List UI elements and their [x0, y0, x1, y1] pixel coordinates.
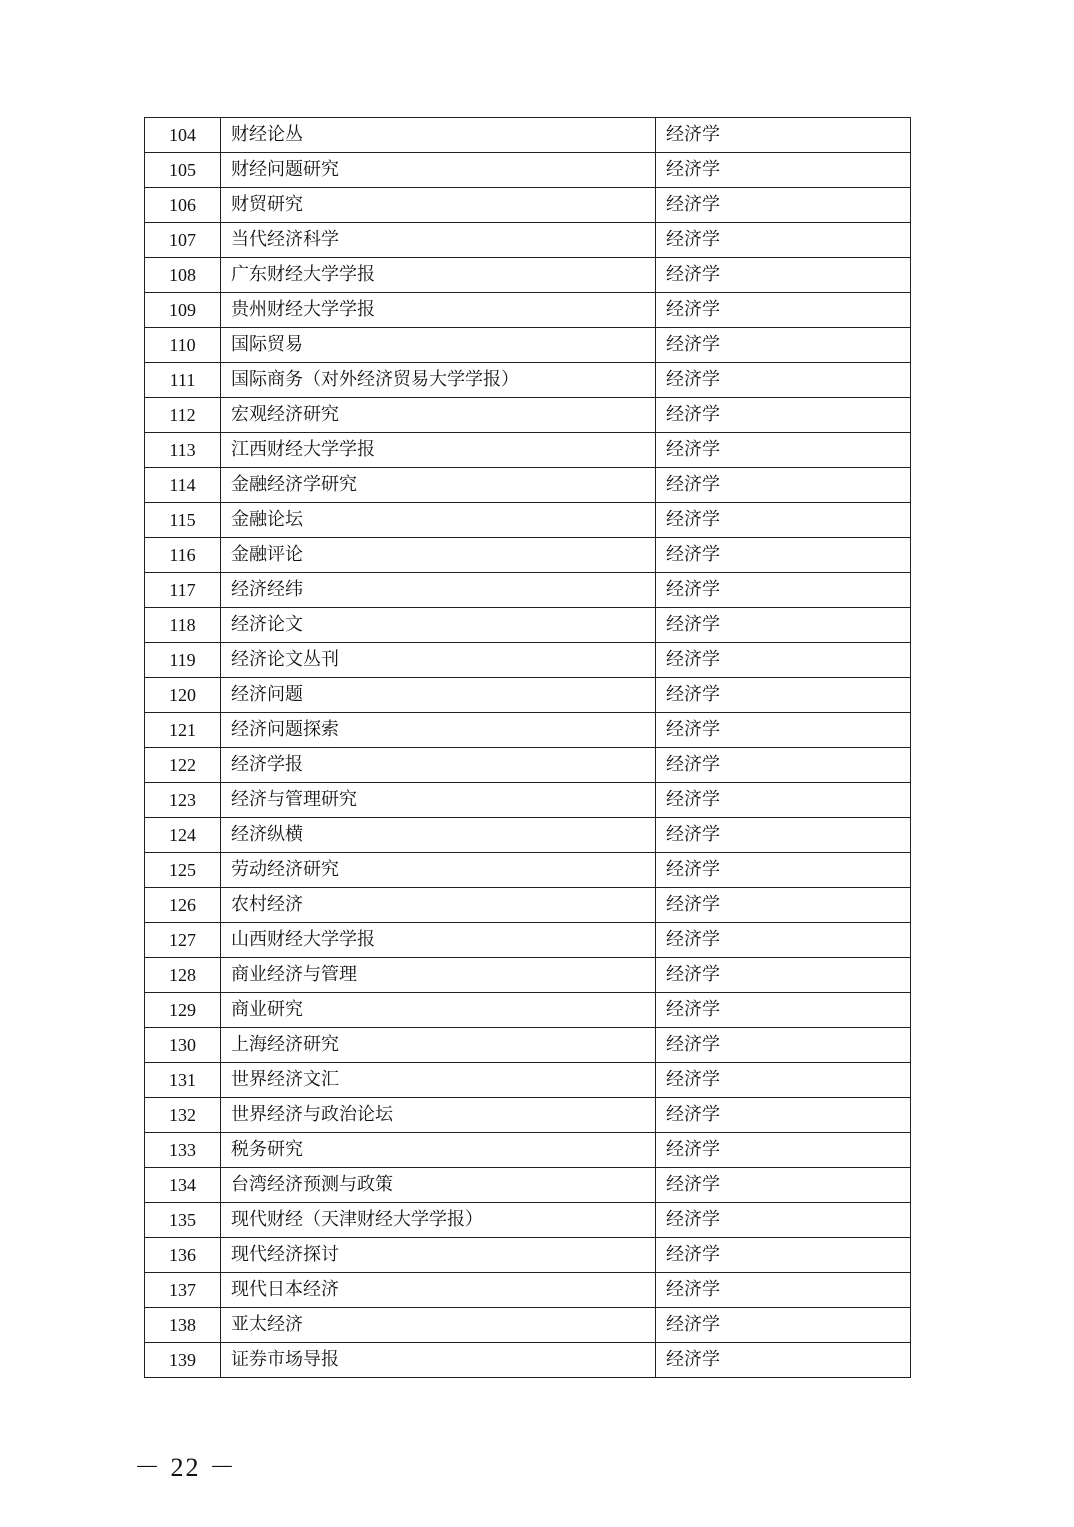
row-number-cell: 107: [145, 223, 221, 258]
row-number-cell: 131: [145, 1063, 221, 1098]
subject-cell: 经济学: [656, 1168, 911, 1203]
journal-name-cell: 金融论坛: [221, 503, 656, 538]
journal-name-cell: 财经问题研究: [221, 153, 656, 188]
subject-cell: 经济学: [656, 818, 911, 853]
table-row: [145, 643, 911, 678]
journal-list-body: [145, 118, 911, 1378]
table-row: [145, 783, 911, 818]
table-row: [145, 328, 911, 363]
table-row: [145, 1168, 911, 1203]
table-row: [145, 573, 911, 608]
subject-cell: 经济学: [656, 293, 911, 328]
row-number-cell: 122: [145, 748, 221, 783]
table-row: [145, 223, 911, 258]
row-number-cell: 135: [145, 1203, 221, 1238]
journal-name-cell: 亚太经济: [221, 1308, 656, 1343]
journal-name-cell: 经济与管理研究: [221, 783, 656, 818]
row-number-cell: 125: [145, 853, 221, 888]
row-number-cell: 120: [145, 678, 221, 713]
row-number-cell: 117: [145, 573, 221, 608]
row-number-cell: 134: [145, 1168, 221, 1203]
journal-name-cell: 宏观经济研究: [221, 398, 656, 433]
subject-cell: 经济学: [656, 993, 911, 1028]
journal-name-cell: 现代经济探讨: [221, 1238, 656, 1273]
subject-cell: 经济学: [656, 853, 911, 888]
table-row: [145, 1203, 911, 1238]
table-row: [145, 1098, 911, 1133]
subject-cell: 经济学: [656, 1028, 911, 1063]
journal-name-cell: 经济经纬: [221, 573, 656, 608]
row-number-cell: 104: [145, 118, 221, 153]
table-row: [145, 923, 911, 958]
row-number-cell: 126: [145, 888, 221, 923]
subject-cell: 经济学: [656, 1238, 911, 1273]
table-row: [145, 1028, 911, 1063]
journal-name-cell: 当代经济科学: [221, 223, 656, 258]
subject-cell: 经济学: [656, 1063, 911, 1098]
journal-name-cell: 证券市场导报: [221, 1343, 656, 1378]
subject-cell: 经济学: [656, 1203, 911, 1238]
journal-name-cell: 经济论文: [221, 608, 656, 643]
subject-cell: 经济学: [656, 1273, 911, 1308]
row-number-cell: 137: [145, 1273, 221, 1308]
row-number-cell: 119: [145, 643, 221, 678]
subject-cell: 经济学: [656, 1133, 911, 1168]
table-row: [145, 1308, 911, 1343]
subject-cell: 经济学: [656, 188, 911, 223]
row-number-cell: 133: [145, 1133, 221, 1168]
table-row: [145, 1343, 911, 1378]
table-row: [145, 993, 911, 1028]
row-number-cell: 110: [145, 328, 221, 363]
journal-name-cell: 金融经济学研究: [221, 468, 656, 503]
table-row: [145, 258, 911, 293]
journal-name-cell: 贵州财经大学学报: [221, 293, 656, 328]
journal-name-cell: 经济问题: [221, 678, 656, 713]
row-number-cell: 139: [145, 1343, 221, 1378]
journal-name-cell: 国际商务（对外经济贸易大学学报）: [221, 363, 656, 398]
subject-cell: 经济学: [656, 748, 911, 783]
subject-cell: 经济学: [656, 363, 911, 398]
journal-name-cell: 广东财经大学学报: [221, 258, 656, 293]
row-number-cell: 121: [145, 713, 221, 748]
table-row: [145, 153, 911, 188]
row-number-cell: 130: [145, 1028, 221, 1063]
subject-cell: 经济学: [656, 153, 911, 188]
journal-name-cell: 江西财经大学学报: [221, 433, 656, 468]
table-row: [145, 713, 911, 748]
table-row: [145, 468, 911, 503]
subject-cell: 经济学: [656, 468, 911, 503]
table-row: [145, 188, 911, 223]
table-row: [145, 1133, 911, 1168]
table-row: [145, 888, 911, 923]
journal-name-cell: 世界经济文汇: [221, 1063, 656, 1098]
table-row: [145, 678, 911, 713]
row-number-cell: 111: [145, 363, 221, 398]
journal-name-cell: 劳动经济研究: [221, 853, 656, 888]
journal-name-cell: 财贸研究: [221, 188, 656, 223]
subject-cell: 经济学: [656, 258, 911, 293]
table-row: [145, 293, 911, 328]
subject-cell: 经济学: [656, 678, 911, 713]
row-number-cell: 114: [145, 468, 221, 503]
row-number-cell: 115: [145, 503, 221, 538]
journal-name-cell: 山西财经大学学报: [221, 923, 656, 958]
subject-cell: 经济学: [656, 538, 911, 573]
row-number-cell: 109: [145, 293, 221, 328]
table-row: [145, 1238, 911, 1273]
subject-cell: 经济学: [656, 433, 911, 468]
journal-name-cell: 商业研究: [221, 993, 656, 1028]
subject-cell: 经济学: [656, 223, 911, 258]
journal-name-cell: 经济纵横: [221, 818, 656, 853]
subject-cell: 经济学: [656, 923, 911, 958]
row-number-cell: 124: [145, 818, 221, 853]
subject-cell: 经济学: [656, 1098, 911, 1133]
subject-cell: 经济学: [656, 643, 911, 678]
row-number-cell: 106: [145, 188, 221, 223]
table-row: [145, 433, 911, 468]
row-number-cell: 129: [145, 993, 221, 1028]
row-number-cell: 105: [145, 153, 221, 188]
row-number-cell: 136: [145, 1238, 221, 1273]
table-row: [145, 818, 911, 853]
journal-name-cell: 经济学报: [221, 748, 656, 783]
journal-name-cell: 现代财经（天津财经大学学报）: [221, 1203, 656, 1238]
journal-list-table: [144, 117, 911, 1378]
row-number-cell: 132: [145, 1098, 221, 1133]
table-row: [145, 1273, 911, 1308]
table-row: [145, 608, 911, 643]
journal-name-cell: 现代日本经济: [221, 1273, 656, 1308]
subject-cell: 经济学: [656, 608, 911, 643]
subject-cell: 经济学: [656, 118, 911, 153]
table-row: [145, 748, 911, 783]
journal-name-cell: 台湾经济预测与政策: [221, 1168, 656, 1203]
journal-name-cell: 上海经济研究: [221, 1028, 656, 1063]
subject-cell: 经济学: [656, 888, 911, 923]
table-row: [145, 118, 911, 153]
subject-cell: 经济学: [656, 573, 911, 608]
subject-cell: 经济学: [656, 783, 911, 818]
journal-name-cell: 国际贸易: [221, 328, 656, 363]
table-row: [145, 363, 911, 398]
row-number-cell: 123: [145, 783, 221, 818]
journal-name-cell: 经济问题探索: [221, 713, 656, 748]
table-row: [145, 958, 911, 993]
row-number-cell: 118: [145, 608, 221, 643]
journal-name-cell: 世界经济与政治论坛: [221, 1098, 656, 1133]
row-number-cell: 112: [145, 398, 221, 433]
table-row: [145, 853, 911, 888]
subject-cell: 经济学: [656, 328, 911, 363]
page-number: － 22 －: [134, 1453, 238, 1482]
table-row: [145, 1063, 911, 1098]
subject-cell: 经济学: [656, 958, 911, 993]
table-row: [145, 503, 911, 538]
subject-cell: 经济学: [656, 503, 911, 538]
table-row: [145, 538, 911, 573]
journal-name-cell: 商业经济与管理: [221, 958, 656, 993]
journal-name-cell: 税务研究: [221, 1133, 656, 1168]
row-number-cell: 116: [145, 538, 221, 573]
row-number-cell: 108: [145, 258, 221, 293]
row-number-cell: 127: [145, 923, 221, 958]
subject-cell: 经济学: [656, 1343, 911, 1378]
row-number-cell: 138: [145, 1308, 221, 1343]
row-number-cell: 113: [145, 433, 221, 468]
journal-name-cell: 农村经济: [221, 888, 656, 923]
row-number-cell: 128: [145, 958, 221, 993]
journal-name-cell: 经济论文丛刊: [221, 643, 656, 678]
subject-cell: 经济学: [656, 713, 911, 748]
journal-name-cell: 金融评论: [221, 538, 656, 573]
subject-cell: 经济学: [656, 398, 911, 433]
table-row: [145, 398, 911, 433]
subject-cell: 经济学: [656, 1308, 911, 1343]
journal-name-cell: 财经论丛: [221, 118, 656, 153]
